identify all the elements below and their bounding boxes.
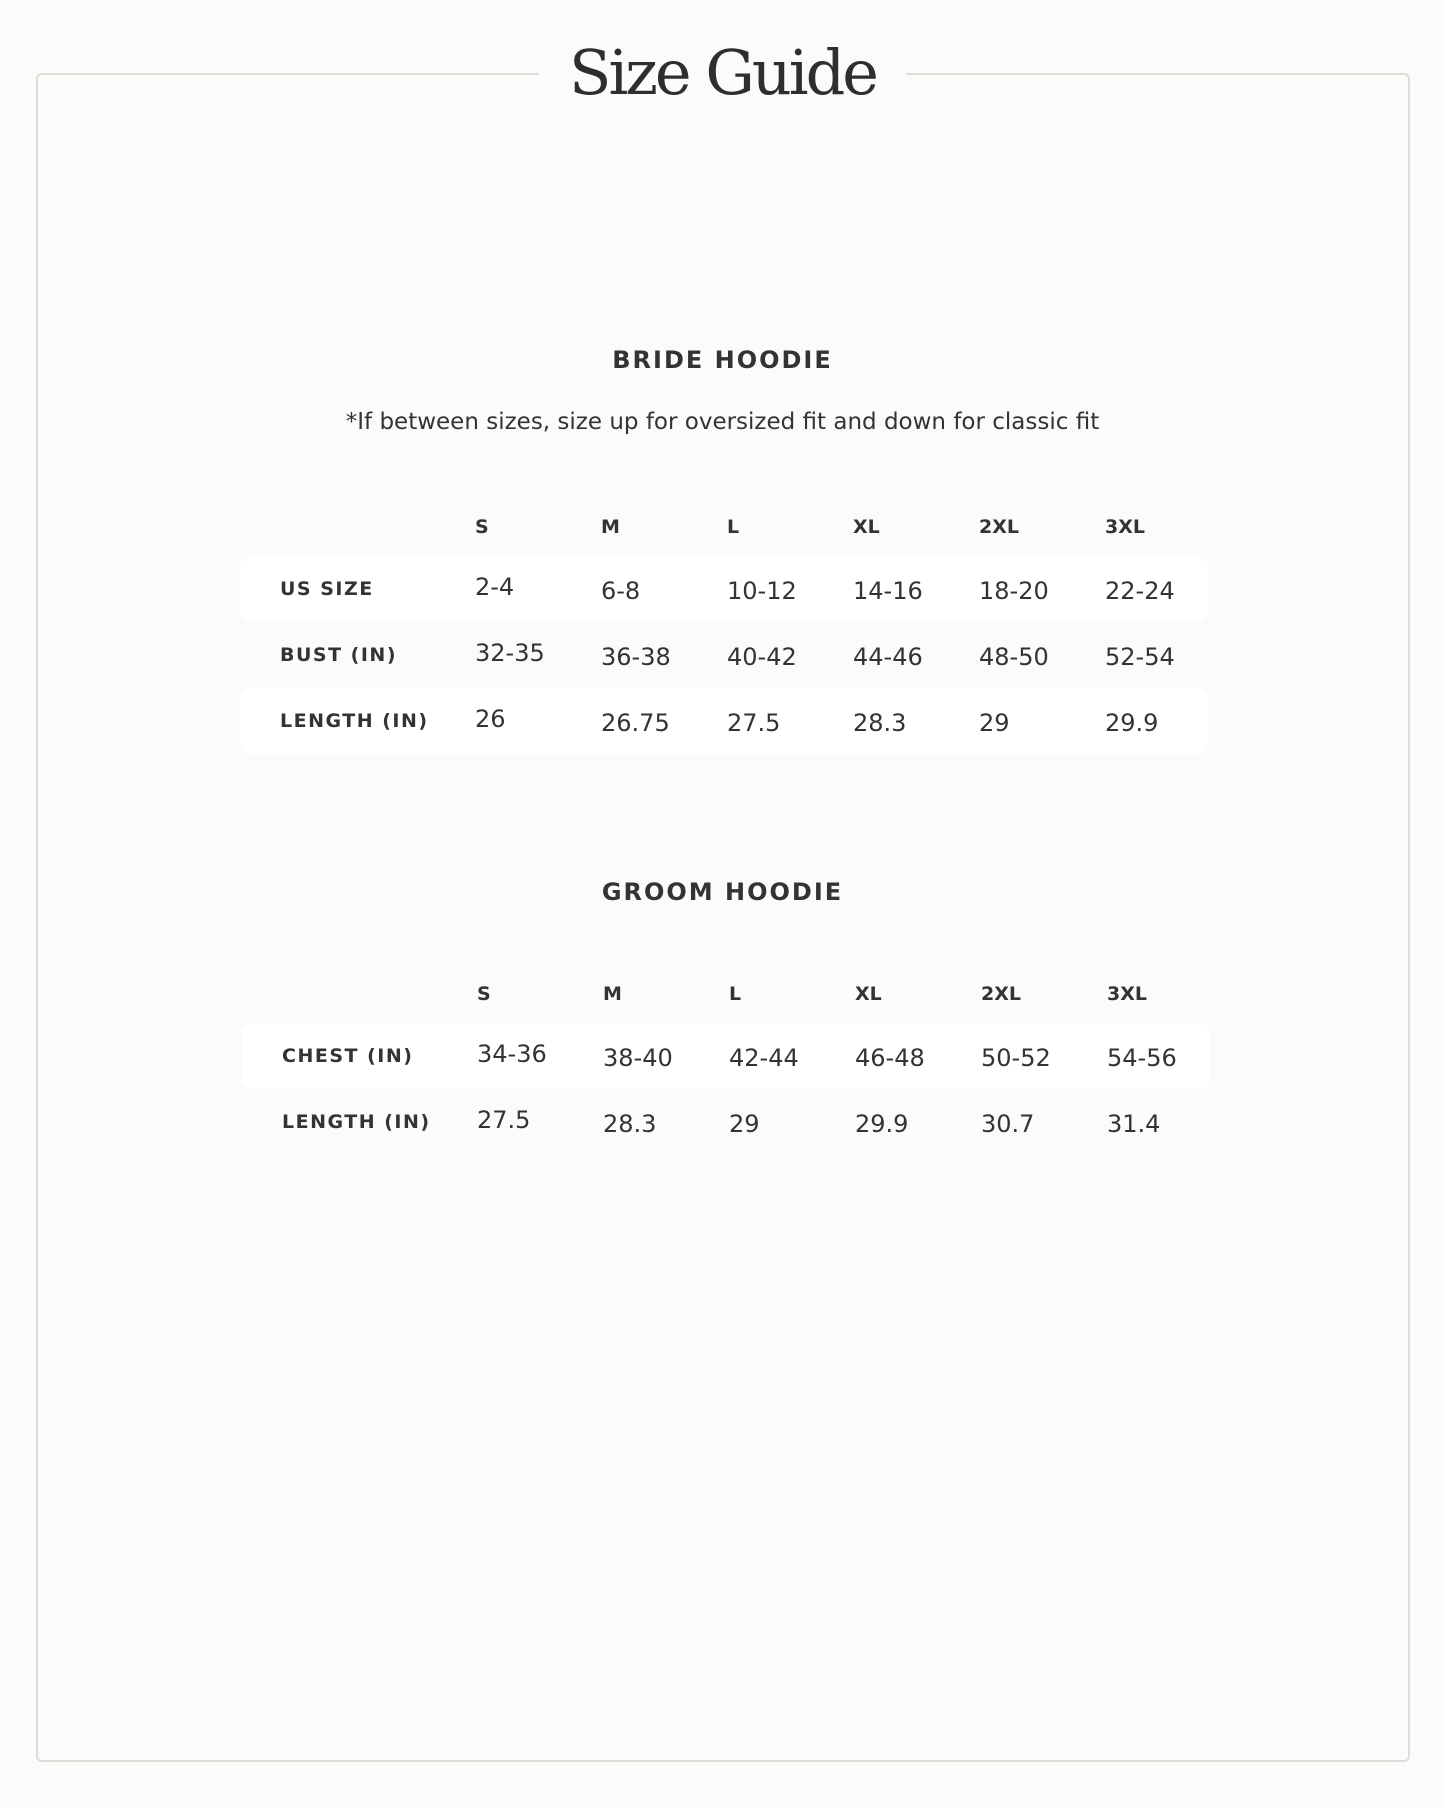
table-cell: 52-54 bbox=[1105, 643, 1175, 671]
bride-section-title: BRIDE HOODIE bbox=[612, 346, 833, 374]
title-wrap bbox=[0, 28, 1445, 118]
table-row bbox=[242, 1023, 1210, 1089]
column-header: 3XL bbox=[1105, 516, 1145, 538]
column-header: S bbox=[475, 516, 489, 538]
table-cell: 28.3 bbox=[853, 709, 907, 737]
table-cell: 31.4 bbox=[1107, 1110, 1161, 1138]
table-header-row bbox=[242, 961, 1210, 1027]
table-row bbox=[242, 1089, 1210, 1155]
table-cell: 50-52 bbox=[981, 1044, 1051, 1072]
bride-fit-note: *If between sizes, size up for oversized fit and down for classic fit bbox=[345, 409, 1100, 435]
table-cell: 48-50 bbox=[979, 643, 1049, 671]
table-cell: 29.9 bbox=[855, 1110, 909, 1138]
groom-section-title: GROOM HOODIE bbox=[601, 878, 844, 906]
table-row bbox=[240, 556, 1208, 622]
table-cell: 46-48 bbox=[855, 1044, 925, 1072]
table-cell: 26.75 bbox=[601, 709, 670, 737]
column-header: M bbox=[601, 516, 620, 538]
table-cell: 27.5 bbox=[727, 709, 781, 737]
row-label: US SIZE bbox=[280, 578, 374, 600]
size-guide-frame bbox=[36, 73, 1410, 1762]
table-cell: 27.5 bbox=[477, 1106, 531, 1134]
table-cell: 29 bbox=[729, 1110, 760, 1138]
table-cell: 30.7 bbox=[981, 1110, 1035, 1138]
column-header: XL bbox=[855, 983, 882, 1005]
page-title: Size Guide bbox=[539, 28, 906, 118]
table-cell: 42-44 bbox=[729, 1044, 799, 1072]
table-row bbox=[240, 622, 1208, 688]
table-cell: 36-38 bbox=[601, 643, 671, 671]
row-label: CHEST (IN) bbox=[282, 1045, 414, 1067]
column-header: 2XL bbox=[979, 516, 1019, 538]
row-label: LENGTH (IN) bbox=[282, 1111, 431, 1133]
column-header: L bbox=[729, 983, 742, 1005]
table-cell: 34-36 bbox=[477, 1040, 547, 1068]
table-cell: 26 bbox=[475, 705, 506, 733]
table-cell: 40-42 bbox=[727, 643, 797, 671]
table-cell: 18-20 bbox=[979, 577, 1049, 605]
table-cell: 29.9 bbox=[1105, 709, 1159, 737]
column-header: 2XL bbox=[981, 983, 1021, 1005]
table-cell: 38-40 bbox=[603, 1044, 673, 1072]
row-label: BUST (IN) bbox=[280, 644, 398, 666]
table-cell: 28.3 bbox=[603, 1110, 657, 1138]
table-cell: 10-12 bbox=[727, 577, 797, 605]
table-cell: 22-24 bbox=[1105, 577, 1175, 605]
column-header: M bbox=[603, 983, 622, 1005]
table-cell: 6-8 bbox=[601, 577, 641, 605]
table-cell: 54-56 bbox=[1107, 1044, 1177, 1072]
column-header: L bbox=[727, 516, 740, 538]
column-header: 3XL bbox=[1107, 983, 1147, 1005]
table-cell: 2-4 bbox=[475, 573, 515, 601]
table-cell: 14-16 bbox=[853, 577, 923, 605]
column-header: XL bbox=[853, 516, 880, 538]
table-row bbox=[240, 688, 1208, 754]
column-header: S bbox=[477, 983, 491, 1005]
table-cell: 44-46 bbox=[853, 643, 923, 671]
table-header-row bbox=[240, 494, 1208, 560]
row-label: LENGTH (IN) bbox=[280, 710, 429, 732]
table-cell: 29 bbox=[979, 709, 1010, 737]
table-cell: 32-35 bbox=[475, 639, 545, 667]
